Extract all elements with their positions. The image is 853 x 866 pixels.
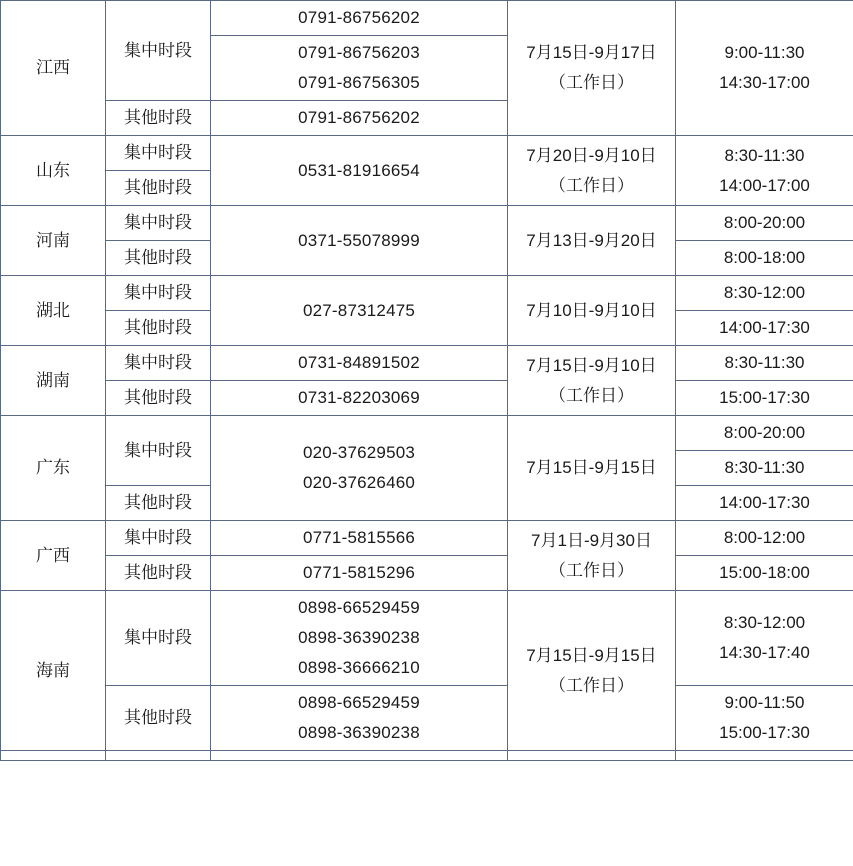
cell-province: 海南 [1, 591, 106, 751]
cell-period [106, 751, 211, 761]
cell-date: 7月15日-9月15日 [508, 416, 676, 521]
table-row [1, 591, 853, 686]
cell-phone: 0791-86756202 [211, 101, 508, 136]
cell-phone: 0791-86756202 [211, 1, 508, 36]
cell-phone: 0531-81916654 [211, 136, 508, 206]
time-line: 8:30-11:30 [724, 145, 805, 165]
cell-phone: 0371-55078999 [211, 206, 508, 276]
cell-time: 8:30-11:30 [676, 451, 853, 486]
time-line: 8:30-12:00 [723, 613, 806, 632]
cell-time: 8:30-11:30 [676, 346, 853, 381]
cell-phone: 027-87312475 [211, 276, 508, 346]
cell-period: 集中时段 [106, 521, 211, 556]
cell-province: 河南 [1, 206, 106, 276]
table-row [1, 346, 853, 381]
cell-phone [211, 36, 508, 101]
cell-period: 其他时段 [106, 101, 211, 136]
table-row [1, 276, 853, 311]
cell-province: 江西 [1, 1, 106, 136]
cell-time [676, 136, 853, 206]
cell-time: 8:00-20:00 [676, 206, 853, 241]
phone-line: 0898-36390238 [298, 628, 420, 647]
time-line: 9:00-11:50 [724, 693, 805, 712]
cell-date [508, 591, 676, 751]
cell-time: 15:00-17:30 [676, 381, 853, 416]
cell-date [508, 521, 676, 591]
cell-time: 8:30-12:00 [676, 276, 853, 311]
date-line: （工作日） [549, 675, 634, 695]
date-line: 7月1日-9月30日 [531, 530, 652, 550]
cell-date: 7月13日-9月20日 [508, 206, 676, 276]
cell-province: 广西 [1, 521, 106, 591]
cell-period: 其他时段 [106, 241, 211, 276]
cell-phone [211, 416, 508, 521]
phone-line: 020-37626460 [302, 473, 416, 492]
cell-time: 8:00-18:00 [676, 241, 853, 276]
cell-date [508, 136, 676, 206]
cell-phone: 0731-82203069 [211, 381, 508, 416]
phone-line: 0791-86756203 [298, 43, 420, 62]
table-row [1, 1, 853, 36]
table-row [1, 136, 853, 171]
table-row [1, 686, 853, 751]
cell-period: 集中时段 [106, 136, 211, 171]
date-line: 7月15日-9月10日 [526, 355, 657, 375]
cell-period: 集中时段 [106, 591, 211, 686]
cell-province: 湖北 [1, 276, 106, 346]
cell-period: 集中时段 [106, 276, 211, 311]
cell-period: 其他时段 [106, 171, 211, 206]
time-line: 15:00-17:30 [719, 723, 810, 742]
cell-province: 山东 [1, 136, 106, 206]
phone-line: 0898-36666210 [298, 658, 420, 677]
cell-phone: 0771-5815296 [211, 556, 508, 591]
phone-line: 020-37629503 [302, 443, 416, 462]
cell-date: 7月10日-9月10日 [508, 276, 676, 346]
phone-line: 0791-86756305 [298, 73, 420, 92]
time-line: 14:00-17:00 [719, 175, 810, 195]
cell-time [676, 591, 853, 686]
cell-province [1, 751, 106, 761]
time-line: 14:30-17:40 [719, 643, 810, 662]
date-line: （工作日） [549, 175, 634, 195]
table-row [1, 521, 853, 556]
cell-phone: 0771-5815566 [211, 521, 508, 556]
cell-time: 8:00-20:00 [676, 416, 853, 451]
time-line: 9:00-11:30 [724, 43, 805, 62]
cell-phone: 0731-84891502 [211, 346, 508, 381]
date-line: 7月20日-9月10日 [526, 145, 657, 165]
cell-time [676, 751, 853, 761]
table-row [1, 206, 853, 241]
cell-phone [211, 751, 508, 761]
date-line: （工作日） [549, 73, 634, 92]
time-line: 14:30-17:00 [719, 73, 810, 92]
cell-time [676, 686, 853, 751]
cell-phone [211, 686, 508, 751]
date-line: （工作日） [549, 385, 634, 405]
table-row [1, 556, 853, 591]
cell-period: 其他时段 [106, 311, 211, 346]
cell-province: 广东 [1, 416, 106, 521]
cell-time: 14:00-17:30 [676, 486, 853, 521]
cell-time: 15:00-18:00 [676, 556, 853, 591]
cell-period: 集中时段 [106, 1, 211, 101]
cell-date [508, 346, 676, 416]
table-row [1, 416, 853, 451]
cell-period: 集中时段 [106, 206, 211, 241]
cell-phone [211, 591, 508, 686]
date-line: （工作日） [549, 560, 634, 580]
cell-date [508, 751, 676, 761]
phone-line: 0898-66529459 [298, 693, 420, 712]
phone-line: 0898-36390238 [298, 723, 420, 742]
cell-time: 8:00-12:00 [676, 521, 853, 556]
cell-time [676, 1, 853, 136]
cell-period: 其他时段 [106, 686, 211, 751]
cell-period: 集中时段 [106, 346, 211, 381]
table-row-partial [1, 751, 853, 761]
cell-period: 其他时段 [106, 556, 211, 591]
date-line: 7月15日-9月17日 [526, 43, 657, 62]
cell-province: 湖南 [1, 346, 106, 416]
table-row [1, 381, 853, 416]
phone-line: 0898-66529459 [298, 598, 420, 617]
cell-time: 14:00-17:30 [676, 311, 853, 346]
cell-date [508, 1, 676, 136]
cell-period: 其他时段 [106, 381, 211, 416]
date-line: 7月15日-9月15日 [526, 645, 657, 665]
cell-period: 集中时段 [106, 416, 211, 486]
cell-period: 其他时段 [106, 486, 211, 521]
